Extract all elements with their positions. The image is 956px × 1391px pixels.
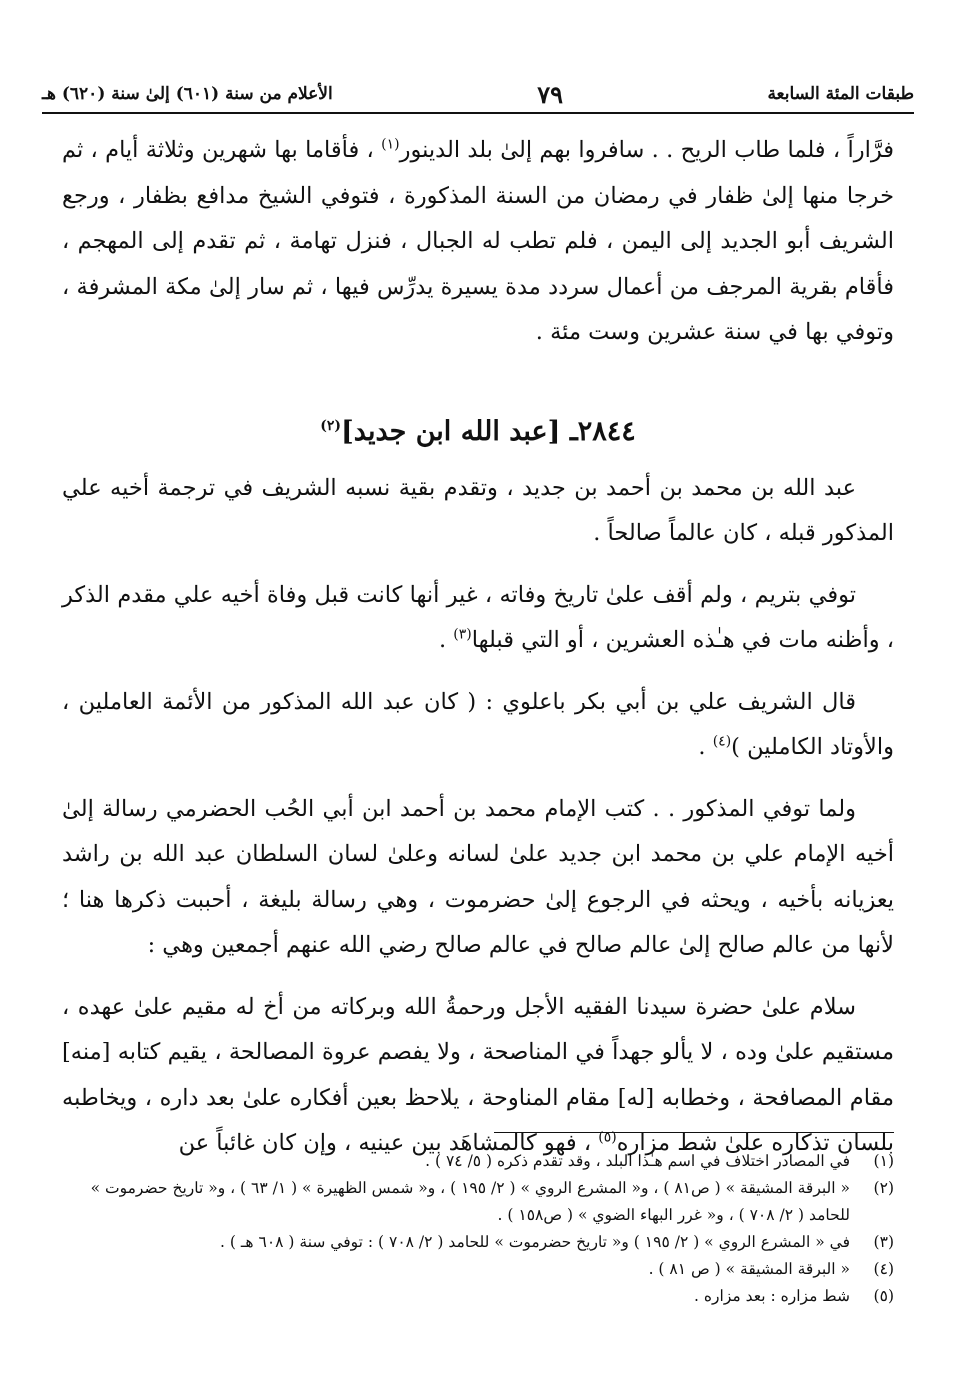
footnote-number: (٤) [873,1260,894,1278]
footnote-ref-4: (٤) [712,733,732,750]
footnote-text: في المصادر اختلاف في اسم هـٰذا البلد ، وقد تقدم ذكره ( ٥/ ٧٤ ) . [425,1152,850,1170]
paragraph-1: عبد الله بن محمد بن أحمد بن جديد ، وتقدم بقية نسبه الشريف في ترجمة أخيه علي المذكور قبله ، كان عالماً صالحاً . [62,474,894,546]
main-text [62,128,894,1167]
running-header [42,76,914,114]
footnote-text: في « المشرع الروي » ( ٢/ ١٩٥ ) و« تاريخ حضرموت » للحامد ( ٢/ ٧٠٨ ) : توفي سنة ( ٦٠٨ هـ ) . [220,1233,850,1251]
footnote-number: (٥) [873,1287,894,1305]
footnote-ref-5: (٥) [598,1129,617,1146]
footnote-text: « البرقة المشيقة » ( ص٨١ ) ، و« المشرع الروي » ( ٢/ ١٩٥ ) ، و« شمس الظهيرة » ( ١/ ٦٣ ) ، و« تاريخ حضرموت » للحامد ( ٢/ ٧٠٨ ) ، و« غرر البهاء الضوي » ( ص١٥٨ ) . [90,1179,850,1224]
footnote-text: شط مزاره : بعد مزاره . [694,1287,850,1305]
footnote [62,1175,894,1229]
footnote-number: (٣) [873,1233,894,1251]
paragraph-5: سلام علىٰ حضرة سيدنا الفقيه الأجل ورحمةُ الله وبركاته من أخ له مقيم علىٰ عهده ، مستقيم علىٰ وده ، لا يألو جهداً في المناصحة ، ولا يفصم عروة المصالحة ، يقيم كتابه [منه] مقام المصافحة ، وخطابه [له] مقام المناوحة ، يلاحظ بعين أفكاره علىٰ بعد داره ، ويخاطبه بلسان تذكاره علىٰ شط مزاره$^{(٥)}$ ، فهو كالمشاهَد بين عينيه ، وإن كان غائباً عن [62,993,894,1156]
entry-title: ٢٨٤٤ـ [عبد الله ابن جديد]$^{(٢)}$ [320,415,636,447]
footnote [62,1283,894,1310]
footnote-ref-3: (٣) [453,626,472,643]
header-right-title: طبقات المئة السابعة [767,84,914,104]
footnotes [62,1148,894,1310]
footnote [62,1256,894,1283]
footnote [62,1148,894,1175]
paragraph-4: ولما توفي المذكور . . كتب الإمام محمد بن أحمد ابن أبي الحُب الحضرمي رسالة إلىٰ أخيه الإمام علي بن محمد ابن جديد علىٰ لسانه وعلىٰ لسان السلطان عبد الله بن راشد يعزيانه بأخيه ، ويحثه في الرجوع إلىٰ حضرموت ، وهي رسالة بليغة ، أحببت ذكرها هنا ؛ لأنها من عالم صالح إلىٰ عالم صالح في عالم صالح رضي الله عنهم أجمعين وهي : [62,795,894,958]
paragraph-3: قال الشريف علي بن أبي بكر باعلوي : ( كان عبد الله المذكور من الأئمة العاملين ، والأوتاد الكاملين )$^{(٤)}$ . [62,688,894,760]
footnote-number: (٢) [873,1179,894,1197]
footnote-text: « البرقة المشيقة » ( ص ٨١ ) . [648,1260,850,1278]
paragraph-2: توفي بتريم ، ولم أقف علىٰ تاريخ وفاته ، غير أنها كانت قبل وفاة أخيه علي مقدم الذكر ، وأظنه مات في هـٰذه العشرين ، أو التي قبلها$^{(٣)}$ . [62,581,894,653]
page-number: ٧٩ [537,79,563,109]
footnote-number: (١) [873,1152,894,1170]
header-left-title: الأعلام من سنة (٦٠١) إلىٰ سنة (٦٢٠) هـ [42,84,333,104]
footnote-ref-2: (٢) [320,417,341,434]
footnote [62,1229,894,1256]
footnote-ref-1: (١) [381,136,400,153]
intro-paragraph: فرَّاراً ، فلما طاب الريح . . سافروا بهم إلىٰ بلد الدينور$^{(١)}$ ، فأقاما بها شهرين وثلاثة أيام ، ثم خرجا منها إلىٰ ظفار في رمضان من السنة المذكورة ، فتوفي الشيخ مدافع بظفار ، ورجع الشريف أبو الجديد إلى اليمن ، فلم تطب له الجبال ، فنزل تهامة ، ثم تقدم إلى المهجم ، فأقام بقرية المرجف من أعمال سردد مدة يسيرة يدرِّس فيها ، ثم سار إلىٰ مكة المشرفة ، وتوفي بها في سنة عشرين وست مئة . [62,136,894,345]
footnote-divider [494,1132,894,1133]
